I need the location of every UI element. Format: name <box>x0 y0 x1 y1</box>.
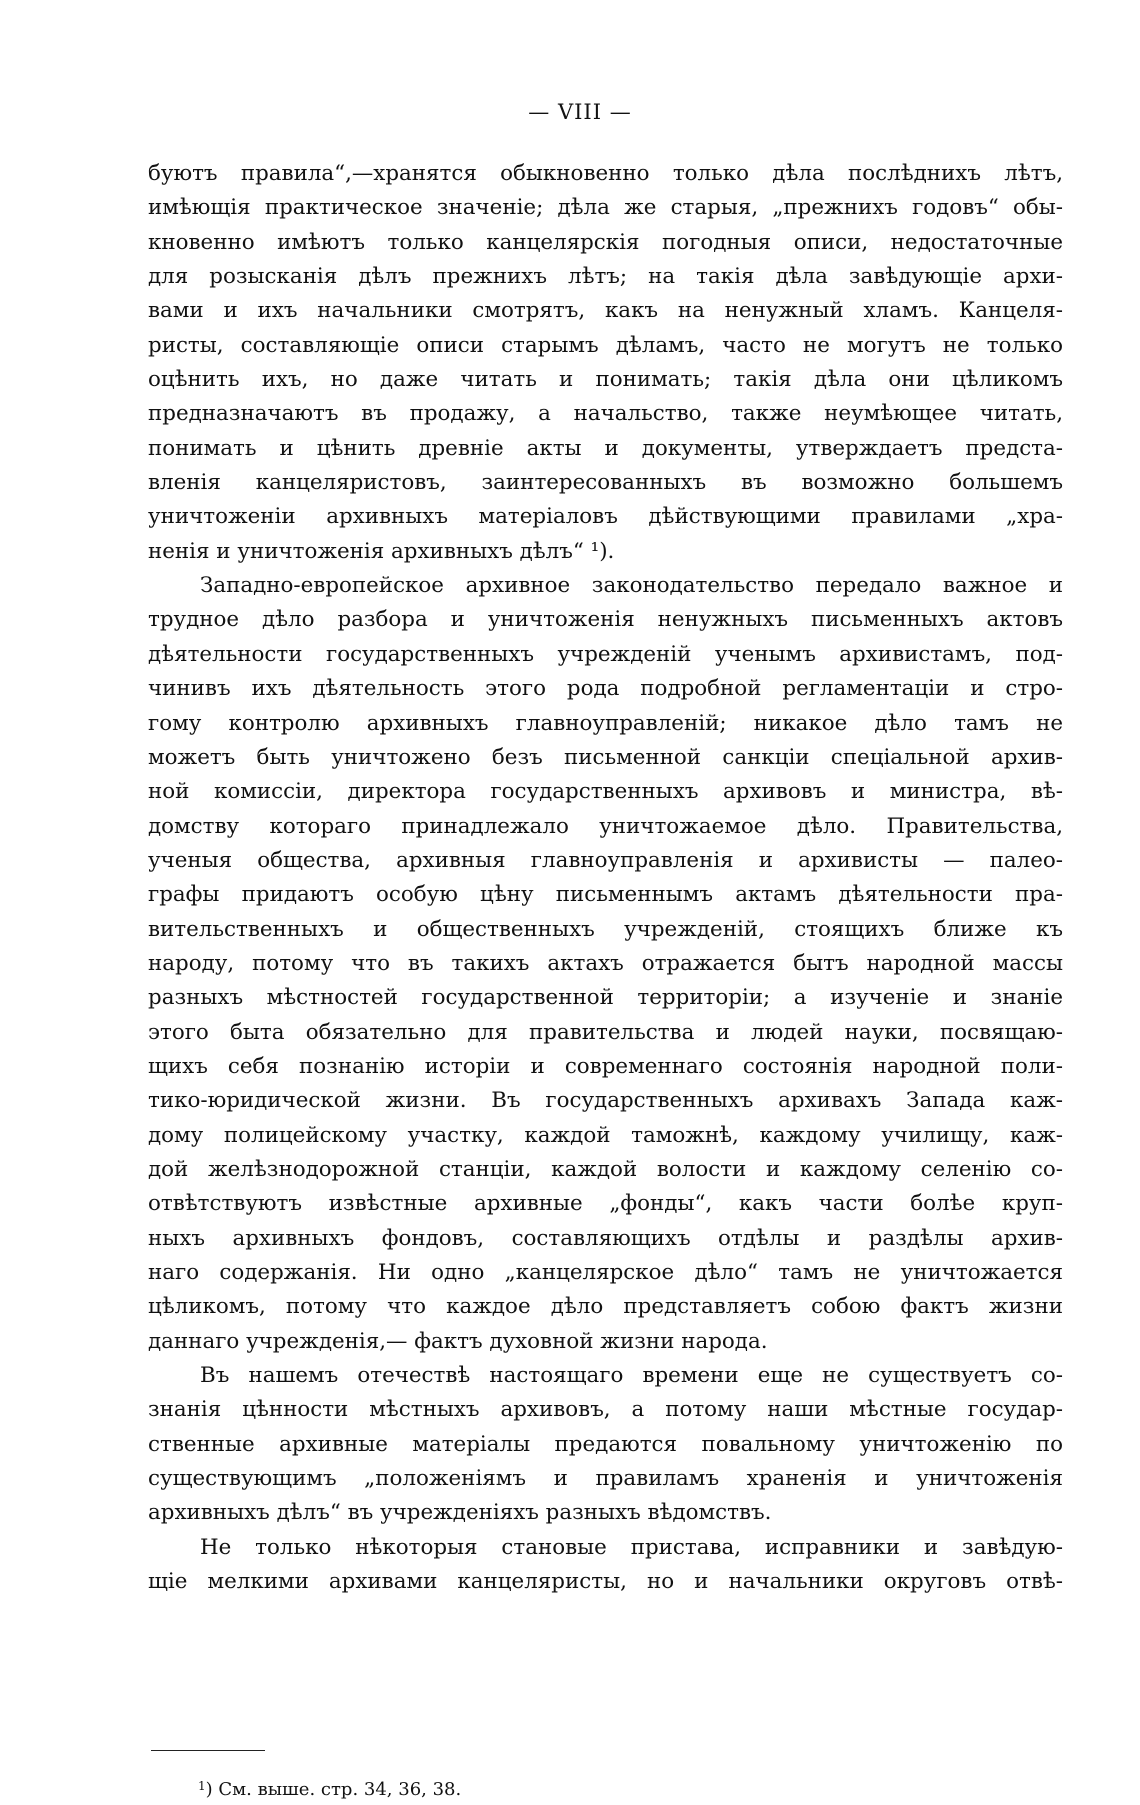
text-line: разныхъ мѣстностей государственной территоріи; а изученіе и знаніе <box>148 985 1063 1011</box>
text-line: уничтоженіи архивныхъ матеріаловъ дѣйствующими правилами „хра- <box>148 504 1063 530</box>
text-line: даннаго учрежденія,— фактъ духовной жизни народа. <box>148 1328 768 1354</box>
text-line: дѣятельности государственныхъ учрежденій ученымъ архивистамъ, под- <box>148 641 1063 667</box>
text-line: отвѣтствуютъ извѣстные архивные „фонды“, какъ части болѣе круп- <box>148 1191 1063 1217</box>
text-line: кновенно имѣютъ только канцелярскія погодныя описи, недостаточные <box>148 229 1063 255</box>
footnote-divider <box>151 1750 265 1751</box>
paragraph <box>148 1531 1063 1600</box>
text-line: наго содержанія. Ни одно „канцелярское дѣло“ тамъ не уничтожается <box>148 1260 1063 1285</box>
text-line: вами и ихъ начальники смотрятъ, какъ на ненужный хламъ. Канцеля- <box>148 298 1063 324</box>
footnote-text: ) См. выше. стр. 34, 36, 38. <box>205 1779 462 1800</box>
text-line: ной комиссіи, директора государственныхъ архивовъ и министра, вѣ- <box>148 779 1063 805</box>
text-line: ристы, составляющіе описи старымъ дѣламъ, часто не могутъ не только <box>148 332 1063 358</box>
text-line: домству котораго принадлежало уничтожаемое дѣло. Правительства, <box>148 813 1063 839</box>
text-line: предназначаютъ въ продажу, а начальство, также неумѣющее читать, <box>148 401 1063 427</box>
paragraph <box>148 157 1063 569</box>
text-line: имѣющія практическое значеніе; дѣла же старыя, „прежнихъ годовъ“ обы- <box>148 195 1063 221</box>
text-line: оцѣнить ихъ, но даже читать и понимать; такія дѣла они цѣликомъ <box>148 367 1063 393</box>
text-line: знанія цѣнности мѣстныхъ архивовъ, а потому наши мѣстные государ- <box>148 1397 1063 1423</box>
text-line: графы придаютъ особую цѣну письменнымъ актамъ дѣятельности пра- <box>148 882 1063 908</box>
text-line: существующимъ „положеніямъ и правиламъ храненія и уничтоженія <box>148 1466 1063 1492</box>
text-line: трудное дѣло разбора и уничтоженія ненужныхъ письменныхъ актовъ <box>148 607 1063 633</box>
text-line: вительственныхъ и общественныхъ учрежденій, стоящихъ ближе къ <box>148 916 1063 942</box>
text-line: для розысканія дѣлъ прежнихъ лѣтъ; на такія дѣла завѣдующіе архи- <box>148 264 1063 290</box>
text-line: понимать и цѣнить древніе акты и документы, утверждаетъ предста- <box>148 435 1063 461</box>
footnote <box>198 1774 461 1802</box>
text-line: ученыя общества, архивныя главноуправленія и архивисты — палео- <box>148 847 1063 873</box>
body-text <box>148 157 1063 1599</box>
text-line: буютъ правила“,—хранятся обыкновенно только дѣла послѣднихъ лѣтъ, <box>148 161 1063 186</box>
text-line: чинивъ ихъ дѣятельность этого рода подробной регламентаціи и стро- <box>148 676 1063 702</box>
text-line: ственные архивные матеріалы предаются повальному уничтоженію по <box>148 1431 1063 1457</box>
text-line: народу, потому что въ такихъ актахъ отражается бытъ народной массы <box>148 950 1063 976</box>
text-line: ненія и уничтоженія архивныхъ дѣлъ“ ¹). <box>148 538 615 564</box>
text-line: ныхъ архивныхъ фондовъ, составляющихъ отдѣлы и раздѣлы архив- <box>148 1225 1063 1251</box>
text-line: можетъ быть уничтожено безъ письменной санкціи спеціальной архив- <box>148 744 1063 770</box>
text-line: тико-юридической жизни. Въ государственныхъ архивахъ Запада каж- <box>148 1088 1063 1114</box>
text-line: цѣликомъ, потому что каждое дѣло представляетъ собою фактъ жизни <box>148 1294 1063 1320</box>
text-line: Въ нашемъ отечествѣ настоящаго времени еще не существуетъ со- <box>200 1363 1063 1389</box>
text-line: дому полицейскому участку, каждой таможнѣ, каждому училищу, каж- <box>148 1122 1063 1148</box>
footnote-mark: 1 <box>198 1779 206 1793</box>
text-line: Не только нѣкоторыя становые пристава, исправники и завѣдую- <box>200 1534 1063 1560</box>
text-line: вленія канцеляристовъ, заинтересованныхъ въ возможно большемъ <box>148 470 1063 496</box>
page-number: — VIII — <box>528 100 632 124</box>
text-line: архивныхъ дѣлъ“ въ учрежденіяхъ разныхъ вѣдомствъ. <box>148 1500 772 1526</box>
text-line: щихъ себя познанію исторіи и современнаго состоянія народной поли- <box>148 1053 1063 1079</box>
text-line: дой желѣзнодорожной станціи, каждой волости и каждому селенію со- <box>148 1156 1063 1182</box>
paragraph <box>148 1359 1063 1531</box>
text-line: щіе мелкими архивами канцеляристы, но и начальники округовъ отвѣ- <box>148 1569 1063 1595</box>
text-line: Западно-европейское архивное законодательство передало важное и <box>200 573 1063 599</box>
text-line: этого быта обязательно для правительства и людей науки, посвящаю- <box>148 1019 1063 1045</box>
paragraph <box>148 569 1063 1359</box>
text-line: гому контролю архивныхъ главноуправленій; никакое дѣло тамъ не <box>148 710 1063 736</box>
